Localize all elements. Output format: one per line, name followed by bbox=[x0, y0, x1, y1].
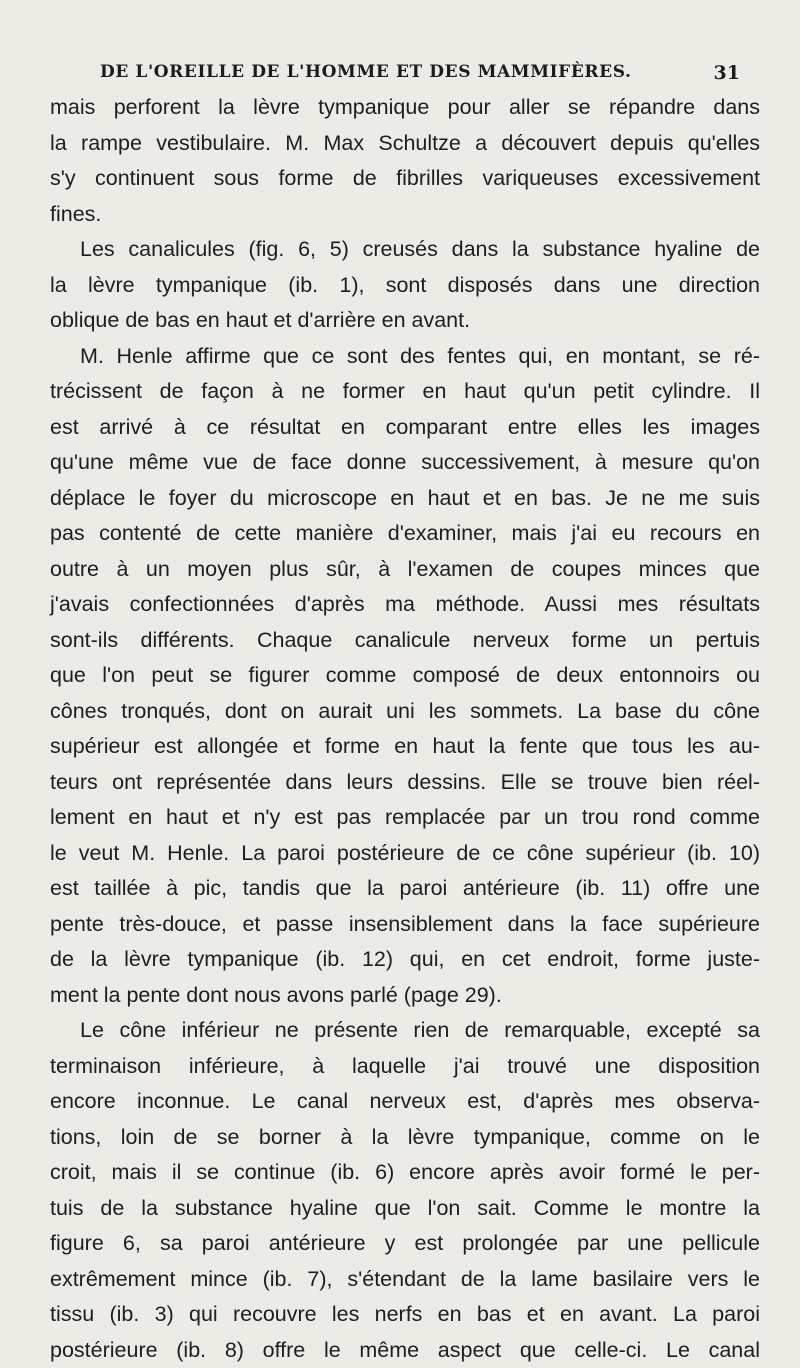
text-line: mais perforent la lèvre tympanique pour aller se répandre dans bbox=[50, 90, 760, 126]
text-line: figure 6, sa paroi antérieure y est prolongée par une pellicule bbox=[50, 1226, 760, 1262]
text-line: tions, loin de se borner à la lèvre tympanique, comme on le bbox=[50, 1120, 760, 1156]
text-line: outre à un moyen plus sûr, à l'examen de coupes minces que bbox=[50, 552, 760, 588]
text-line: de la lèvre tympanique (ib. 12) qui, en cet endroit, forme juste- bbox=[50, 942, 760, 978]
text-line: le veut M. Henle. La paroi postérieure de ce cône supérieur (ib. 10) bbox=[50, 836, 760, 872]
running-title: DE L'OREILLE DE L'HOMME ET DES MAMMIFÈRES. bbox=[100, 62, 631, 82]
text-line: encore inconnue. Le canal nerveux est, d'après mes observa- bbox=[50, 1084, 760, 1120]
text-line: est taillée à pic, tandis que la paroi antérieure (ib. 11) offre une bbox=[50, 871, 760, 907]
text-line: est arrivé à ce résultat en comparant entre elles les images bbox=[50, 410, 760, 446]
text-line: supérieur est allongée et forme en haut la fente que tous les au- bbox=[50, 729, 760, 765]
text-line: que l'on peut se figurer comme composé de deux entonnoirs ou bbox=[50, 658, 760, 694]
text-line: fines. bbox=[50, 197, 760, 233]
text-line: la rampe vestibulaire. M. Max Schultze a découvert depuis qu'elles bbox=[50, 126, 760, 162]
text-line: cônes tronqués, dont on aurait uni les sommets. La base du cône bbox=[50, 694, 760, 730]
text-line: trécissent de façon à ne former en haut qu'un petit cylindre. Il bbox=[50, 374, 760, 410]
body-text bbox=[50, 90, 760, 1368]
text-line: Le cône inférieur ne présente rien de remarquable, excepté sa bbox=[50, 1013, 760, 1049]
text-line: teurs ont représentée dans leurs dessins. Elle se trouve bien réel- bbox=[50, 765, 760, 801]
text-line: M. Henle affirme que ce sont des fentes qui, en montant, se ré- bbox=[50, 339, 760, 375]
text-line: terminaison inférieure, à laquelle j'ai trouvé une disposition bbox=[50, 1049, 760, 1085]
text-line: postérieure (ib. 8) offre le même aspect que celle-ci. Le canal bbox=[50, 1333, 760, 1368]
page-number: 31 bbox=[714, 62, 740, 84]
text-line: extrêmement mince (ib. 7), s'étendant de la lame basilaire vers le bbox=[50, 1262, 760, 1298]
text-line: oblique de bas en haut et d'arrière en avant. bbox=[50, 303, 760, 339]
text-line: j'avais confectionnées d'après ma méthode. Aussi mes résultats bbox=[50, 587, 760, 623]
text-line: croit, mais il se continue (ib. 6) encore après avoir formé le per- bbox=[50, 1155, 760, 1191]
text-line: ment la pente dont nous avons parlé (page 29). bbox=[50, 978, 760, 1014]
text-line: pente très-douce, et passe insensiblement dans la face supérieure bbox=[50, 907, 760, 943]
text-line: s'y continuent sous forme de fibrilles variqueuses excessivement bbox=[50, 161, 760, 197]
text-line: tuis de la substance hyaline que l'on sait. Comme le montre la bbox=[50, 1191, 760, 1227]
page-header bbox=[100, 62, 740, 90]
text-line: lement en haut et n'y est pas remplacée par un trou rond comme bbox=[50, 800, 760, 836]
text-line: la lèvre tympanique (ib. 1), sont disposés dans une direction bbox=[50, 268, 760, 304]
text-line: tissu (ib. 3) qui recouvre les nerfs en bas et en avant. La paroi bbox=[50, 1297, 760, 1333]
text-line: qu'une même vue de face donne successivement, à mesure qu'on bbox=[50, 445, 760, 481]
text-line: pas contenté de cette manière d'examiner, mais j'ai eu recours en bbox=[50, 516, 760, 552]
text-line: sont-ils différents. Chaque canalicule nerveux forme un pertuis bbox=[50, 623, 760, 659]
text-line: déplace le foyer du microscope en haut et en bas. Je ne me suis bbox=[50, 481, 760, 517]
text-line: Les canalicules (fig. 6, 5) creusés dans la substance hyaline de bbox=[50, 232, 760, 268]
